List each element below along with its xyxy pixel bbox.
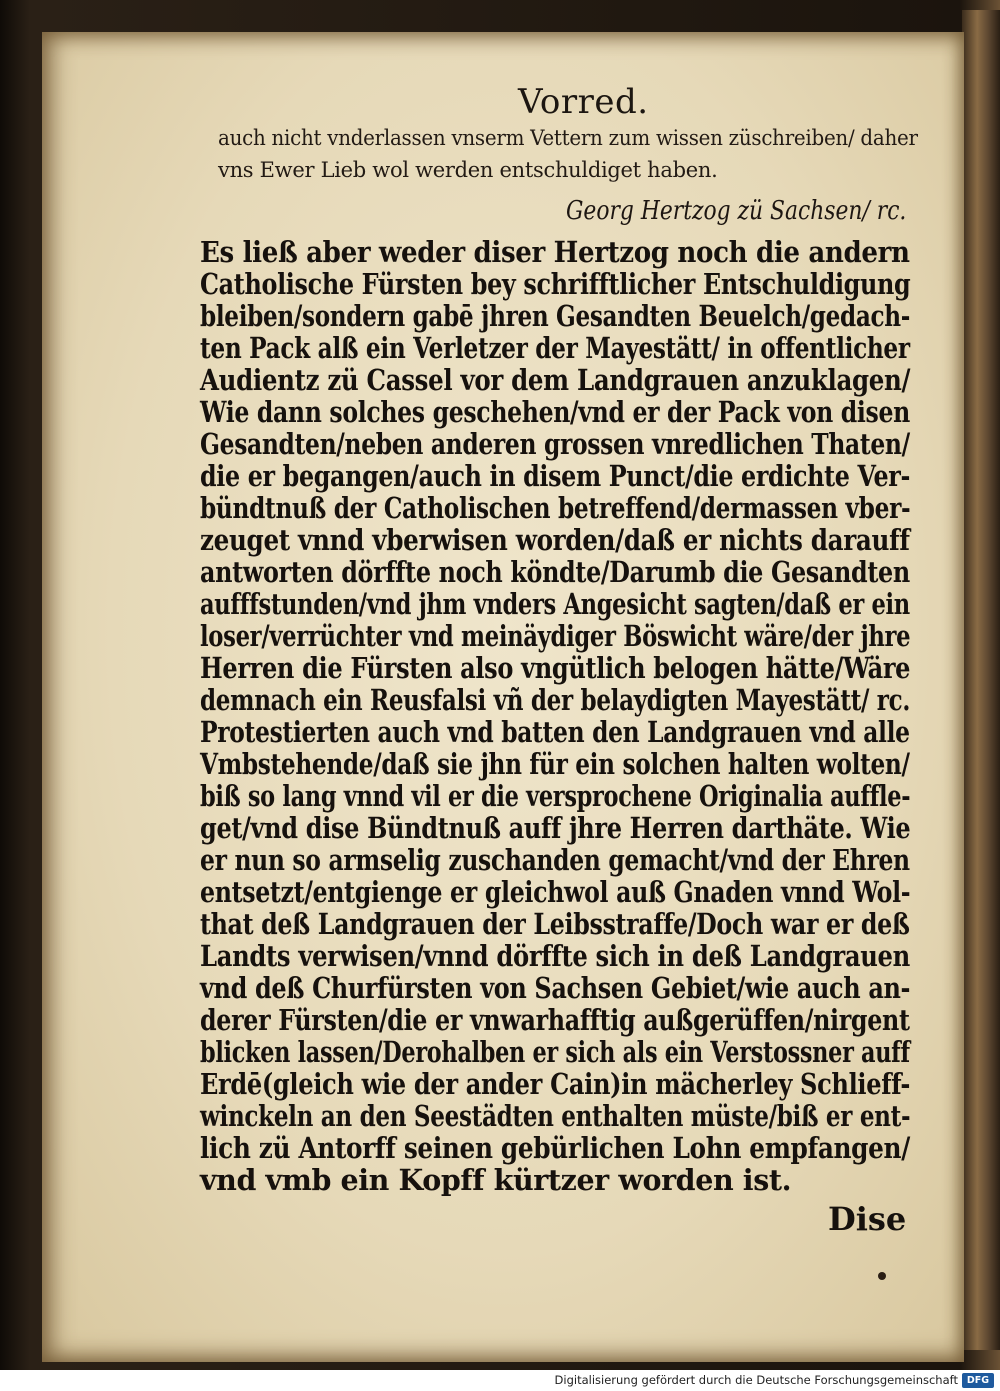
text-line: auch nicht vnderlassen vnserm Vettern zum wissen züschreiben/ daher bbox=[218, 126, 918, 150]
catchword: Dise bbox=[828, 1200, 907, 1238]
signature-line: Georg Hertzog zü Sachsen/ rc. bbox=[566, 196, 907, 226]
text-line: bündtnuß der Catholischen betreffend/dermassen vber- bbox=[200, 491, 911, 525]
book-edge bbox=[962, 10, 1000, 1350]
text-line: antworten dörffte noch köndte/Darumb die Gesandten bbox=[200, 555, 910, 589]
footer-bar bbox=[0, 1370, 1000, 1391]
text-line: aufffstunden/vnd jhm vnders Angesicht sagten/daß er ein bbox=[200, 587, 910, 621]
text-line: Audientz zü Cassel vor dem Landgrauen anzuklagen/ bbox=[200, 363, 911, 397]
text-line: Gesandten/neben anderen grossen vnredlichen Thaten/ bbox=[200, 427, 910, 461]
text-line: Wie dann solches geschehen/vnd er der Pack von disen bbox=[200, 395, 910, 429]
text-line: entsetzt/entgienge er gleichwol auß Gnaden vnnd Wol- bbox=[200, 875, 911, 909]
text-line: er nun so armselig zuschanden gemacht/vnd der Ehren bbox=[200, 843, 910, 877]
text-line: loser/verrüchter vnd meinäydiger Böswicht wäre/der jhre bbox=[200, 619, 911, 653]
text-line: vns Ewer Lieb wol werden entschuldiget haben. bbox=[218, 158, 718, 182]
text-line: get/vnd dise Bündtnuß auff jhre Herren darthäte. Wie bbox=[200, 811, 911, 845]
text-line: Protestierten auch vnd batten den Landgrauen vnd alle bbox=[200, 715, 910, 749]
text-line: biß so lang vnnd vil er die versprochene Originalia auffle- bbox=[200, 779, 911, 813]
text-line: zeuget vnnd vberwisen worden/daß er nichts darauff bbox=[200, 523, 910, 557]
text-line: Vmbstehende/daß sie jhn für ein solchen halten wolten/ bbox=[200, 747, 910, 781]
text-line: blicken lassen/Derohalben er sich als ein Verstossner auff bbox=[200, 1035, 910, 1069]
text-line: Catholische Fürsten bey schrifftlicher Entschuldigung bbox=[200, 267, 911, 301]
text-line: lich zü Antorff seinen gebürlichen Lohn empfangen/ bbox=[200, 1131, 910, 1165]
footer-credit: Digitalisierung gefördert durch die Deutsche Forschungsgemeinschaft bbox=[554, 1373, 958, 1387]
text-line: vnd vmb ein Kopff kürtzer worden ist. bbox=[200, 1163, 792, 1197]
text-line: vnd deß Churfürsten von Sachsen Gebiet/wie auch an- bbox=[200, 971, 911, 1005]
ink-dot bbox=[878, 1272, 886, 1280]
text-line: die er begangen/auch in disem Punct/die erdichte Ver- bbox=[200, 459, 910, 493]
text-line: ten Pack alß ein Verletzer der Mayestätt/ in offentlicher bbox=[200, 331, 910, 365]
text-line: Landts verwisen/vnnd dörffte sich in deß Landgrauen bbox=[200, 939, 910, 973]
text-line: Es ließ aber weder diser Hertzog noch die andern bbox=[200, 235, 910, 269]
page-header: Vorred. bbox=[518, 82, 649, 122]
text-line: bleiben/sondern gabē jhren Gesandten Beuelch/gedach- bbox=[200, 299, 911, 333]
dfg-logo-icon: DFG bbox=[962, 1373, 994, 1388]
text-line: winckeln an den Seestädten enthalten müste/biß er ent- bbox=[200, 1099, 911, 1133]
text-line: that deß Landgrauen der Leibsstraffe/Doch war er deß bbox=[200, 907, 910, 941]
text-line: demnach ein Reusfalsi vñ der belaydigten Mayestätt/ rc. bbox=[200, 683, 911, 717]
text-line: derer Fürsten/die er vnwarhafftig außgerüffen/nirgent bbox=[200, 1003, 910, 1037]
text-line: Erdē(gleich wie der ander Cain)in mächerley Schlieff- bbox=[200, 1067, 911, 1101]
text-line: Herren die Fürsten also vngütlich belogen hätte/Wäre bbox=[200, 651, 911, 685]
